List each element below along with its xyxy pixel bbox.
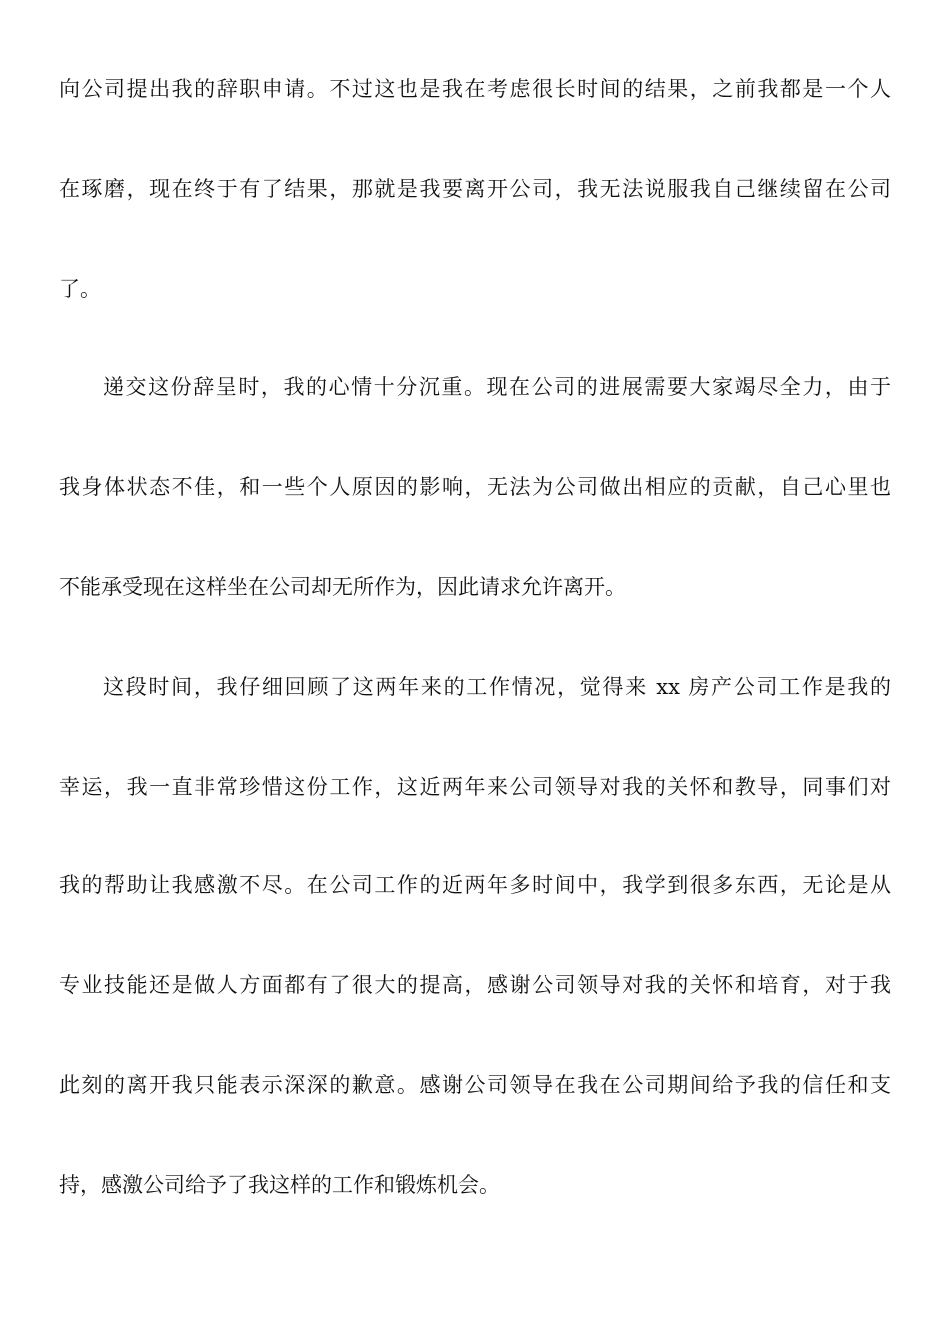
paragraph-1-line-2: 在琢磨，现在终于有了结果，那就是我要离开公司，我无法说服我自己继续留在公司 — [59, 177, 891, 201]
paragraph-3-line-2: 幸运，我一直非常珍惜这份工作，这近两年来公司领导对我的关怀和教导，同事们对 — [59, 775, 891, 799]
paragraph-1-line-3: 了。 — [59, 277, 101, 301]
paragraph-3-line-6: 持，感激公司给予了我这样的工作和锻炼机会。 — [59, 1173, 500, 1197]
paragraph-3-line-5: 此刻的离开我只能表示深深的歉意。感谢公司领导在我在公司期间给予我的信任和支 — [59, 1073, 891, 1097]
paragraph-2-line-3: 不能承受现在这样坐在公司却无所作为，因此请求允许离开。 — [59, 575, 626, 599]
paragraph-3-line-4: 专业技能还是做人方面都有了很大的提高，感谢公司领导对我的关怀和培育，对于我 — [59, 973, 891, 997]
paragraph-3-line-1: 这段时间，我仔细回顾了这两年来的工作情况，觉得来 xx 房产公司工作是我的 — [103, 675, 891, 699]
paragraph-3-line-3: 我的帮助让我感激不尽。在公司工作的近两年多时间中，我学到很多东西，无论是从 — [59, 873, 891, 897]
paragraph-2-line-2: 我身体状态不佳，和一些个人原因的影响，无法为公司做出相应的贡献，自己心里也 — [59, 475, 891, 499]
paragraph-1-line-1: 向公司提出我的辞职申请。不过这也是我在考虑很长时间的结果，之前我都是一个人 — [59, 77, 891, 101]
paragraph-2-line-1: 递交这份辞呈时，我的心情十分沉重。现在公司的进展需要大家竭尽全力，由于 — [103, 375, 891, 399]
